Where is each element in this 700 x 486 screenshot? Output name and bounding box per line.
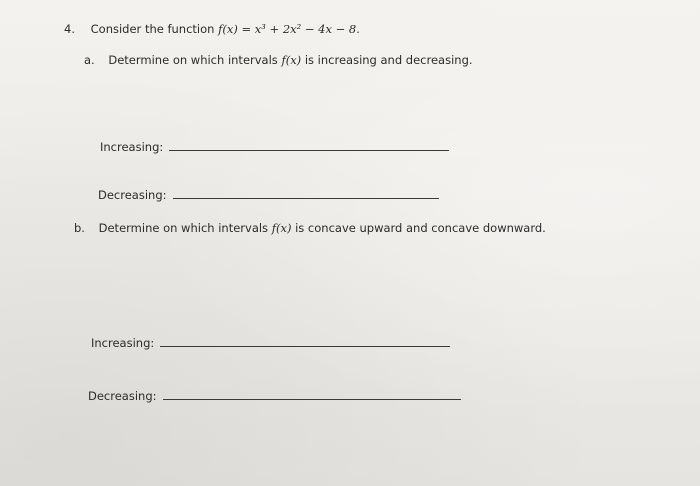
part-a-fx: f(x) [281,53,302,67]
function-definition: f(x) = x³ + 2x² − 4x − 8. [218,22,360,36]
part-a-label: a. [84,53,95,67]
part-b-decreasing-row [88,389,461,403]
part-a-increasing-label: Increasing: [100,140,164,154]
part-a-text-before: Determine on which intervals [108,53,278,67]
part-b-decreasing-label: Decreasing: [88,389,157,403]
problem-4-statement [64,22,360,36]
part-a-increasing-row [100,140,449,154]
part-b-text-after: is concave upward and concave downward. [295,221,546,235]
part-b-increasing-row [91,336,450,350]
part-b-label: b. [74,221,85,235]
problem-intro: Consider the function [90,22,215,36]
part-b-fx: f(x) [271,221,292,235]
part-a-decreasing-blank[interactable] [173,197,439,199]
part-a-decreasing-row [98,188,439,202]
part-a-decreasing-label: Decreasing: [98,188,167,202]
problem-number: 4. [64,22,75,36]
part-b-increasing-blank[interactable] [160,345,450,347]
part-b-increasing-label: Increasing: [91,336,155,350]
part-a-question [84,53,473,67]
part-a-increasing-blank[interactable] [169,149,449,151]
part-b-question [74,221,546,235]
part-b-text-before: Determine on which intervals [98,221,269,235]
part-b-decreasing-blank[interactable] [163,398,461,400]
part-a-text-after: is increasing and decreasing. [304,53,473,67]
